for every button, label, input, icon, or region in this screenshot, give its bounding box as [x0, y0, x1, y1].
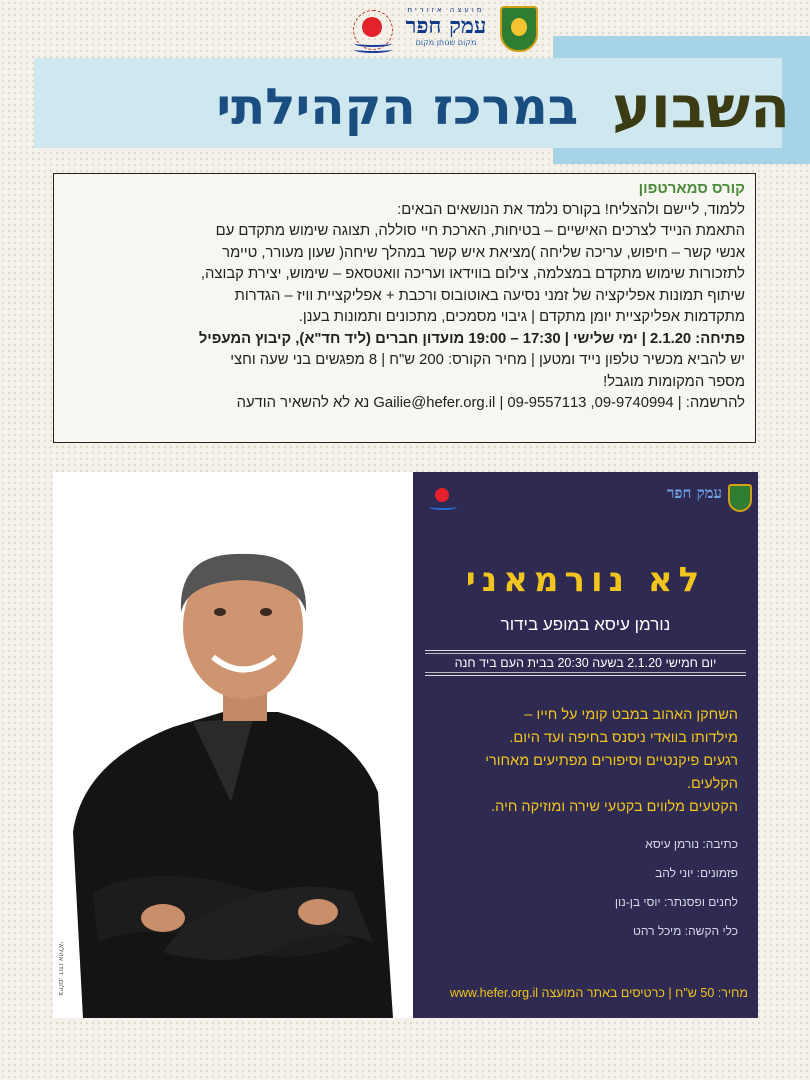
photo-credit: צילום: דודו אזולאי: [57, 942, 65, 996]
course-line: ללמוד, ליישם ולהצליח! בקורס נלמד את הנושאים הבאים:: [397, 201, 745, 218]
description-line: השחקן האהוב במבט קומי על חייו –: [524, 707, 738, 723]
course-info: מספר המקומות מוגבל!: [603, 373, 745, 390]
poster-logo-text: עמק חפר: [666, 484, 722, 502]
ticket-price: מחיר: 50 ש"ח | כרטיסים באתר המועצה www.hefer.org.il: [449, 986, 748, 1000]
credit-line: כתיבה: נורמן עיסא: [645, 837, 738, 851]
course-heading: קורס סמארטפון: [638, 180, 745, 197]
event-poster: [53, 472, 758, 1018]
description-line: הקטעים מלווים בקטעי שירה ומוזיקה חיה.: [491, 799, 738, 815]
title-word-center: במרכז הקהילתי: [216, 78, 579, 136]
credit-line: פזמונים: יוני להב: [655, 866, 738, 880]
show-date-line: יום חמישי 2.1.20 בשעה 20:30 בבית העם ביד חנה: [425, 650, 746, 676]
page-title: [216, 62, 790, 152]
course-info: יש להביא מכשיר טלפון נייד ומטען | מחיר הקורס: 200 ש"ח | 8 מפגשים בני שעה וחצי: [230, 352, 745, 368]
council-name: עמק חפר: [405, 13, 487, 39]
description-line: רגעים פיקנטיים וסיפורים מפתיעים מאחורי: [485, 753, 738, 769]
event-panel: [413, 472, 758, 1018]
course-box: [53, 173, 756, 443]
credit-line: לחנים ופסנתר: יוסי בן-נון: [614, 895, 738, 909]
header-logos: [340, 4, 550, 56]
sun-logo-icon: [350, 10, 396, 56]
course-opening: פתיחה: 2.1.20 | ימי שלישי | 17:30 – 19:00 מועדון חברים (ליד חד"א), קיבוץ המעפיל: [198, 330, 745, 347]
course-registration: להרשמה: | 09-9740994, 09-9557113 | Gailie@hefer.org.il נא לא להשאיר הודעה: [236, 395, 745, 411]
title-word-week: השבוע: [612, 73, 790, 141]
sun-logo-icon: [429, 488, 457, 512]
description-line: מילדותו בוואדי ניסנס בחיפה ועד היום.: [509, 730, 738, 746]
course-line: אנשי קשר – חיפוש, עריכה שליחה )מציאת איש קשר במהלך שיחה( שעון מעורר, טיימר: [222, 244, 745, 261]
description-line: הקלעים.: [686, 776, 738, 792]
performer-illustration: [53, 472, 413, 1018]
show-credits: [615, 830, 738, 946]
course-line: לתזכורות שימוש מתקדם במצלמה, צילום בווידאו ועריכה וואטסאפ – שימוש, יצירת קבוצה,: [200, 266, 745, 282]
credit-line: כלי הקשה: מיכל רהט: [633, 924, 738, 938]
council-tagline: מקום שנותן מקום: [415, 38, 477, 47]
show-subtitle: נורמן עיסא במופע בידור: [500, 615, 671, 634]
council-logo: [404, 6, 488, 47]
show-title: לא נורמאני: [465, 560, 706, 600]
show-description: [423, 704, 738, 819]
council-emblem-icon: [728, 484, 752, 512]
course-line: מתקדמות אפליקציית יומן מתקדם | גיבוי מסמכים, מתכונים ותמונות בענן.: [298, 309, 745, 325]
course-line: התאמת הנייד לצרכים האישיים – בטיחות, הארכת חיי סוללה, תצוגה שימוש מתקדם עם: [215, 223, 745, 239]
performer-photo: [53, 472, 413, 1018]
council-small-label: מועצה אזורית: [407, 6, 485, 14]
council-emblem-icon: [500, 6, 538, 52]
course-line: שיתוף תמונות אפליקציה של זמני נסיעה באוטובוס ורכבת + אפליקציית וויז – הגדרות: [234, 287, 745, 304]
